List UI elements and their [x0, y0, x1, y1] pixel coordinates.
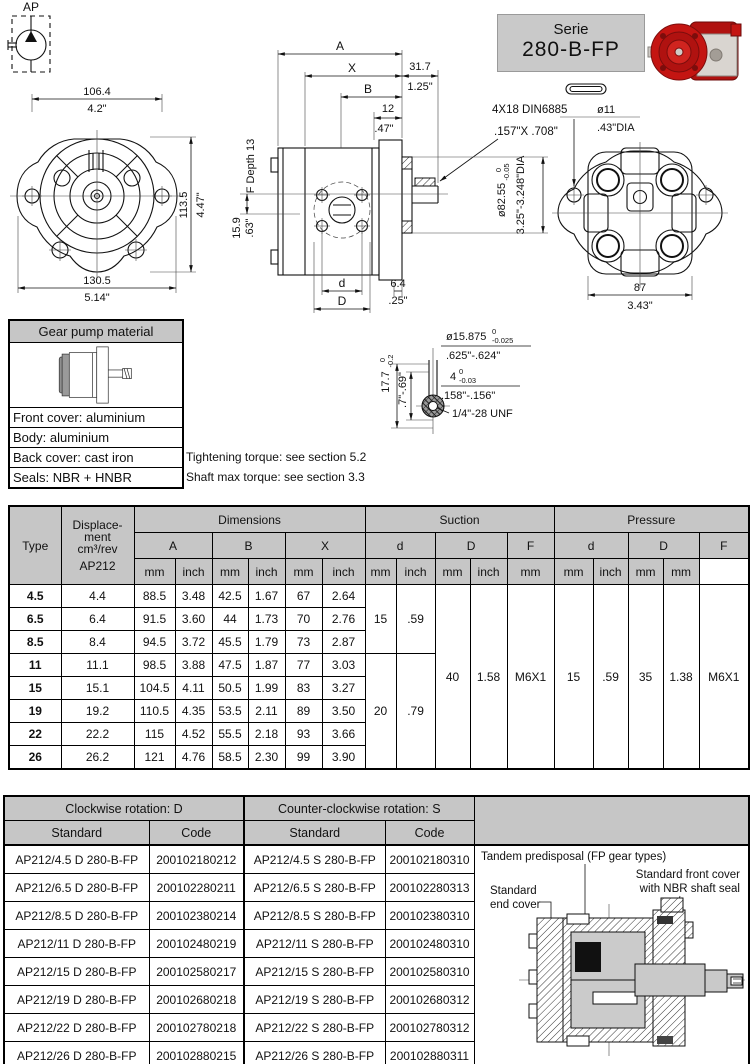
cw-standard-cell: AP212/15 D 280-B-FP [4, 958, 149, 986]
shaft-dia-tol-hi: 0 [492, 327, 497, 336]
cw-code-cell: 200102180212 [149, 845, 244, 874]
suction-f-merged: M6X1 [507, 585, 554, 770]
cw-code-cell: 200102580217 [149, 958, 244, 986]
material-box-sketch [10, 343, 182, 407]
a-mm-cell: 98.5 [134, 654, 175, 677]
b-in-cell: 2.18 [248, 723, 285, 746]
ccw-standard-cell: AP212/4.5 S 280-B-FP [244, 845, 385, 874]
a-in-cell: 4.35 [175, 700, 212, 723]
b-in-cell: 1.67 [248, 585, 285, 608]
disp-cell: 11.1 [61, 654, 134, 677]
front-cover-label-2: with NBR shaft seal [639, 883, 740, 895]
col-header-displacement [61, 506, 134, 585]
x-in-cell: 2.76 [322, 608, 365, 631]
note-shaft-max-torque: Shaft max torque: see section 3.3 [186, 470, 365, 484]
unit-mm: mm [628, 559, 663, 585]
col-header-a: A [134, 533, 212, 559]
ccw-rotation-header: Counter-clockwise rotation: S [244, 796, 474, 821]
boss-dia-mm: ø82.55 [496, 182, 508, 218]
type-cell: 22 [9, 723, 61, 746]
x-mm-cell: 99 [285, 746, 322, 770]
b-in-cell: 2.11 [248, 700, 285, 723]
shaft-key-mm: 4 [450, 371, 457, 383]
disp-cell: 6.4 [61, 608, 134, 631]
order-header-row-titles [4, 796, 749, 821]
shaft-len-tol-hi: 0 [378, 357, 387, 363]
b-mm-cell: 58.5 [212, 746, 248, 770]
b-in-cell: 1.79 [248, 631, 285, 654]
front-width-in: 4.2" [87, 103, 107, 115]
unit-inch: inch [248, 559, 285, 585]
series-title-box [497, 14, 645, 72]
b-in-cell: 1.73 [248, 608, 285, 631]
shaft-thread: 1/4"-28 UNF [452, 408, 513, 420]
suction-d-inch-merged: .59 [396, 585, 435, 654]
col-header-suction-d: d [365, 533, 435, 559]
side-dim-d: d [338, 276, 346, 290]
shaft-dia-in: .625"-.624" [446, 350, 501, 362]
a-mm-cell: 94.5 [134, 631, 175, 654]
shaft-dia-mm: ø15.875 [446, 331, 487, 343]
b-mm-cell: 47.5 [212, 654, 248, 677]
material-row: Seals: NBR + HNBR [10, 467, 182, 487]
unit-mm: mm [365, 559, 396, 585]
a-in-cell: 3.60 [175, 608, 212, 631]
side-dim-a: A [335, 39, 345, 53]
type-cell: 6.5 [9, 608, 61, 631]
b-in-cell: 1.87 [248, 654, 285, 677]
cw-code-cell: 200102380214 [149, 902, 244, 930]
unit-inch: inch [593, 559, 628, 585]
side-dim-12-in: .47" [374, 123, 394, 135]
x-in-cell: 3.50 [322, 700, 365, 723]
a-mm-cell: 88.5 [134, 585, 175, 608]
cw-code-header: Code [149, 821, 244, 846]
a-in-cell: 3.48 [175, 585, 212, 608]
b-mm-cell: 45.5 [212, 631, 248, 654]
pump-side-sketch [21, 344, 171, 406]
a-mm-cell: 121 [134, 746, 175, 770]
x-mm-cell: 73 [285, 631, 322, 654]
a-in-cell: 3.88 [175, 654, 212, 677]
cw-code-cell: 200102880215 [149, 1042, 244, 1064]
x-in-cell: 3.27 [322, 677, 365, 700]
ap-label: AP [22, 0, 40, 14]
displacement-line3: cm³/rev [77, 542, 118, 556]
torque-notes [186, 447, 366, 487]
series-label: Serie [553, 21, 589, 38]
side-dim-6-4-in: .25" [388, 295, 408, 307]
ccw-code-cell: 200102780312 [385, 1014, 474, 1042]
cw-rotation-header: Clockwise rotation: D [4, 796, 244, 821]
shaft-key-tol-lo: -0.03 [459, 376, 477, 385]
unit-mm: mm [134, 559, 175, 585]
figure-header-cell [474, 796, 749, 845]
boss-dia-in: 3.25"-3.248"DIA [515, 155, 527, 235]
shaft-key-tol-hi: 0 [459, 367, 464, 376]
cw-code-cell: 200102680218 [149, 986, 244, 1014]
front-base-in: 5.14" [84, 292, 110, 304]
material-row: Front cover: aluminium [10, 407, 182, 427]
front-base-mm: 130.5 [83, 275, 111, 287]
x-mm-cell: 77 [285, 654, 322, 677]
back-hole-dia-mm: ø11 [597, 104, 616, 116]
material-box-title: Gear pump material [10, 321, 182, 343]
cw-standard-cell: AP212/19 D 280-B-FP [4, 986, 149, 1014]
material-row: Body: aluminium [10, 427, 182, 447]
x-mm-cell: 67 [285, 585, 322, 608]
col-header-suction-f: F [507, 533, 554, 559]
spec-header-row-groups [9, 506, 749, 533]
ccw-standard-cell: AP212/22 S 280-B-FP [244, 1014, 385, 1042]
tandem-figure-cell [474, 845, 749, 1064]
back-hole-dia-in: .43"DIA [597, 122, 635, 134]
cw-standard-cell: AP212/8.5 D 280-B-FP [4, 902, 149, 930]
cw-standard-cell: AP212/11 D 280-B-FP [4, 930, 149, 958]
side-dim-15-9-in: .63" [244, 218, 256, 238]
type-cell: 11 [9, 654, 61, 677]
col-header-b: B [212, 533, 285, 559]
group-header-pressure: Pressure [554, 506, 749, 533]
spec-table [8, 505, 750, 770]
type-cell: 8.5 [9, 631, 61, 654]
x-in-cell: 3.66 [322, 723, 365, 746]
ccw-standard-cell: AP212/19 S 280-B-FP [244, 986, 385, 1014]
unit-mm: mm [212, 559, 248, 585]
cw-standard-cell: AP212/4.5 D 280-B-FP [4, 845, 149, 874]
note-tightening-torque: Tightening torque: see section 5.2 [186, 450, 367, 464]
ccw-standard-cell: AP212/8.5 S 280-B-FP [244, 902, 385, 930]
x-in-cell: 2.87 [322, 631, 365, 654]
ccw-standard-header: Standard [244, 821, 385, 846]
back-view-drawing [552, 104, 728, 312]
order-row [4, 845, 749, 874]
unit-inch: inch [322, 559, 365, 585]
ccw-code-cell: 200102580310 [385, 958, 474, 986]
cw-standard-cell: AP212/26 D 280-B-FP [4, 1042, 149, 1064]
ccw-code-cell: 200102280313 [385, 874, 474, 902]
b-mm-cell: 55.5 [212, 723, 248, 746]
unit-inch: inch [396, 559, 435, 585]
unit-inch: inch [470, 559, 507, 585]
back-width-in: 3.43" [627, 300, 653, 312]
a-in-cell: 3.72 [175, 631, 212, 654]
series-value: 280-B-FP [522, 38, 620, 61]
shaft-len-in: .7"-.69" [397, 372, 409, 408]
ccw-code-header: Code [385, 821, 474, 846]
ccw-code-cell: 200102380310 [385, 902, 474, 930]
material-box [8, 319, 184, 489]
side-f-depth-label: F Depth 13 [245, 138, 257, 194]
front-height-in: 4.47" [195, 192, 207, 218]
ccw-standard-cell: AP212/26 S 280-B-FP [244, 1042, 385, 1064]
end-cover-label-1: Standard [489, 885, 537, 897]
group-header-suction: Suction [365, 506, 554, 533]
b-mm-cell: 44 [212, 608, 248, 631]
x-in-cell: 2.64 [322, 585, 365, 608]
side-dim-dd: D [337, 294, 347, 308]
col-header-pressure-dd: D [628, 533, 699, 559]
spec-row [9, 585, 749, 608]
suction-dd-mm-merged: 40 [435, 585, 470, 770]
disp-cell: 8.4 [61, 631, 134, 654]
spec-table-wrap [8, 505, 750, 770]
ccw-code-cell: 200102880311 [385, 1042, 474, 1064]
a-mm-cell: 110.5 [134, 700, 175, 723]
a-mm-cell: 115 [134, 723, 175, 746]
a-in-cell: 4.52 [175, 723, 212, 746]
cw-code-cell: 200102780218 [149, 1014, 244, 1042]
a-mm-cell: 91.5 [134, 608, 175, 631]
unit-mm: mm [507, 559, 554, 585]
front-view-drawing [10, 86, 207, 304]
a-in-cell: 4.76 [175, 746, 212, 770]
a-mm-cell: 104.5 [134, 677, 175, 700]
shaft-len-mm: 17.7 [380, 371, 392, 393]
disp-cell: 19.2 [61, 700, 134, 723]
side-dim-b: B [363, 82, 373, 96]
pressure-d-mm-merged: 15 [554, 585, 593, 770]
displacement-line2: ment [84, 530, 111, 544]
x-mm-cell: 93 [285, 723, 322, 746]
order-table-wrap [3, 795, 750, 1064]
pressure-dd-mm-merged: 35 [628, 585, 663, 770]
pressure-f-merged: M6X1 [699, 585, 749, 770]
front-cover-label-1: Standard front cover [635, 869, 740, 881]
a-in-cell: 4.11 [175, 677, 212, 700]
cw-standard-cell: AP212/22 D 280-B-FP [4, 1014, 149, 1042]
ccw-code-cell: 200102180310 [385, 845, 474, 874]
order-table [3, 795, 750, 1064]
suction-d-inch-merged: .79 [396, 654, 435, 770]
x-mm-cell: 89 [285, 700, 322, 723]
col-header-suction-dd: D [435, 533, 507, 559]
ccw-code-cell: 200102680312 [385, 986, 474, 1014]
cw-standard-cell: AP212/6.5 D 280-B-FP [4, 874, 149, 902]
col-header-x: X [285, 533, 365, 559]
b-mm-cell: 50.5 [212, 677, 248, 700]
pressure-d-inch-merged: .59 [593, 585, 628, 770]
b-in-cell: 2.30 [248, 746, 285, 770]
disp-cell: 4.4 [61, 585, 134, 608]
unit-inch: inch [175, 559, 212, 585]
unit-mm: mm [663, 559, 699, 585]
back-width-mm: 87 [633, 282, 647, 294]
side-dim-12-mm: 12 [381, 103, 395, 115]
ccw-standard-cell: AP212/6.5 S 280-B-FP [244, 874, 385, 902]
disp-cell: 26.2 [61, 746, 134, 770]
boss-tol-lo: -0.05 [502, 163, 511, 181]
ap-hydraulic-symbol [8, 0, 50, 72]
front-height-mm: 113.5 [178, 191, 190, 219]
tandem-label: Tandem predisposal (FP gear types) [480, 851, 666, 863]
b-in-cell: 1.99 [248, 677, 285, 700]
side-dim-x: X [347, 61, 357, 75]
group-header-dimensions: Dimensions [134, 506, 365, 533]
suction-dd-inch-merged: 1.58 [470, 585, 507, 770]
type-cell: 4.5 [9, 585, 61, 608]
col-header-pressure-d: d [554, 533, 628, 559]
x-in-cell: 3.03 [322, 654, 365, 677]
ccw-standard-cell: AP212/15 S 280-B-FP [244, 958, 385, 986]
unit-mm: mm [435, 559, 470, 585]
x-in-cell: 3.90 [322, 746, 365, 770]
material-row: Back cover: cast iron [10, 447, 182, 467]
end-cover-label-2: end cover [489, 899, 541, 911]
type-cell: 15 [9, 677, 61, 700]
pump-product-image [648, 22, 741, 80]
type-cell: 19 [9, 700, 61, 723]
disp-cell: 22.2 [61, 723, 134, 746]
cw-standard-header: Standard [4, 821, 149, 846]
side-dim-6-4-mm: 6.4 [390, 278, 406, 290]
col-header-type: Type [9, 506, 61, 585]
key-spec-line2: .157"X .708" [494, 126, 558, 138]
tandem-cross-section [475, 846, 748, 1060]
cw-code-cell: 200102480219 [149, 930, 244, 958]
side-dim-31-7-in: 1.25" [407, 81, 433, 93]
side-dim-15-9-mm: 15.9 [231, 217, 243, 239]
col-header-pressure-f: F [699, 533, 749, 559]
shaft-len-tol-lo: -0.2 [386, 354, 395, 368]
ccw-standard-cell: AP212/11 S 280-B-FP [244, 930, 385, 958]
shaft-dia-tol-lo: -0.025 [492, 336, 514, 345]
unit-mm: mm [554, 559, 593, 585]
b-mm-cell: 53.5 [212, 700, 248, 723]
side-view-drawing [231, 39, 606, 313]
shaft-detail-drawing [378, 327, 531, 434]
disp-cell: 15.1 [61, 677, 134, 700]
cw-code-cell: 200102280211 [149, 874, 244, 902]
type-cell: 26 [9, 746, 61, 770]
pressure-dd-inch-merged: 1.38 [663, 585, 699, 770]
shaft-key-in: .158"-.156" [441, 390, 496, 402]
ccw-code-cell: 200102480310 [385, 930, 474, 958]
suction-d-mm-merged: 20 [365, 654, 396, 770]
boss-tol-hi: 0 [494, 167, 503, 173]
b-mm-cell: 42.5 [212, 585, 248, 608]
front-width-mm: 106.4 [83, 86, 111, 98]
displacement-line4: AP212 [79, 559, 116, 573]
side-dim-31-7-mm: 31.7 [409, 61, 431, 73]
suction-d-mm-merged: 15 [365, 585, 396, 654]
displacement-line1: Displace- [72, 518, 123, 532]
x-mm-cell: 83 [285, 677, 322, 700]
key-spec-line1: 4X18 DIN6885 [492, 104, 568, 116]
unit-mm: mm [285, 559, 322, 585]
x-mm-cell: 70 [285, 608, 322, 631]
